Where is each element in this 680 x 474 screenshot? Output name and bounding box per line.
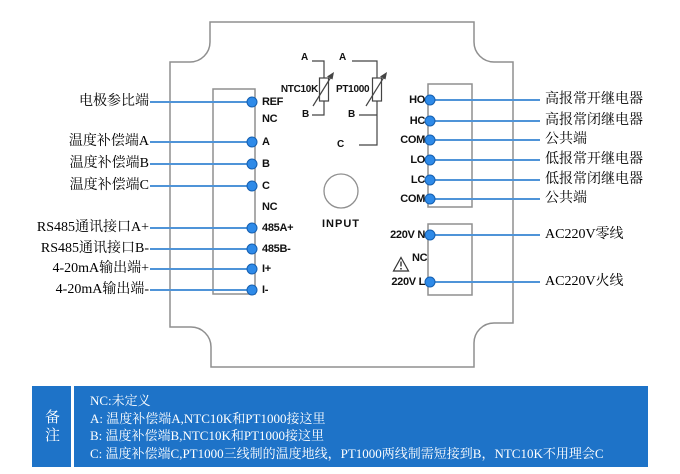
pt1000-pin-c: C (337, 139, 344, 150)
note-line-nc: NC:未定义 (90, 393, 151, 408)
terminal-com-2: COM (400, 193, 425, 205)
label-common-2: 公共端 (545, 191, 587, 206)
ntc10k-pin-b: B (302, 109, 309, 120)
input-port-circle (324, 174, 358, 208)
label-ac-neutral: AC220V零线 (545, 227, 624, 242)
left-terminal-block (213, 89, 255, 294)
terminal-com-1: COM (400, 134, 425, 146)
note-line-b: B: 温度补偿端B,NTC10K和PT1000接这里 (90, 428, 325, 443)
notes-title: 备注 (43, 408, 59, 445)
note-line-a: A: 温度补偿端A,NTC10K和PT1000接这里 (90, 410, 326, 426)
terminal-ho: HO (409, 94, 425, 106)
notes-panel (32, 386, 648, 467)
label-temp-comp-c: 温度补偿端C (69, 178, 149, 193)
label-high-alarm-nc: 高报常闭继电器 (545, 113, 643, 128)
label-low-alarm-nc: 低报常闭继电器 (545, 172, 643, 187)
label-electrode-ref: 电极参比端 (79, 94, 149, 109)
ntc10k-label: NTC10K (280, 84, 318, 95)
terminal-nc-power: NC (412, 252, 428, 264)
terminal-i-minus: I- (262, 284, 269, 296)
note-line-c: C: 温度补偿端C,PT1000三线制的温度地线，PT1000两线制需短接到B，NTC10K不用理会C (90, 445, 604, 461)
panel-outline (170, 22, 513, 367)
label-rs485-a: RS485通讯接口A+ (36, 220, 149, 235)
terminal-nc-2: NC (262, 201, 278, 213)
ntc10k-pin-a: A (301, 52, 308, 63)
terminal-ref: REF (262, 96, 284, 108)
label-temp-comp-b: 温度补偿端B (69, 156, 149, 171)
warning-triangle-icon (394, 258, 409, 272)
label-420ma-minus: 4-20mA输出端- (55, 282, 149, 297)
terminal-220v-l: 220V L (391, 276, 425, 288)
terminal-i-plus: I+ (262, 263, 271, 275)
input-label: INPUT (322, 218, 360, 230)
label-420ma-plus: 4-20mA输出端+ (52, 261, 149, 276)
terminal-lo: LO (410, 154, 425, 166)
terminal-c: C (262, 180, 270, 192)
pt1000-pin-a: A (339, 52, 346, 63)
pt1000-pin-b: B (348, 109, 355, 120)
terminal-nc-1: NC (262, 113, 278, 125)
right-wires (430, 100, 540, 282)
terminal-485a: 485A+ (262, 222, 294, 234)
notes-body (74, 386, 648, 467)
terminal-220v-n: 220V N (390, 229, 425, 241)
left-wires (150, 102, 252, 290)
terminal-a: A (262, 136, 270, 148)
label-common-1: 公共端 (545, 132, 587, 147)
terminal-hc: HC (409, 115, 425, 127)
terminal-b: B (262, 158, 270, 170)
label-high-alarm-no: 高报常开继电器 (545, 92, 643, 107)
label-temp-comp-a: 温度补偿端A (68, 134, 149, 149)
label-rs485-b: RS485通讯接口B- (40, 241, 149, 256)
terminal-lc: LC (410, 174, 425, 186)
terminal-485b: 485B- (262, 243, 291, 255)
label-low-alarm-no: 低报常开继电器 (545, 152, 643, 167)
label-ac-live: AC220V火线 (545, 274, 624, 289)
pt1000-label: PT1000 (336, 84, 370, 95)
